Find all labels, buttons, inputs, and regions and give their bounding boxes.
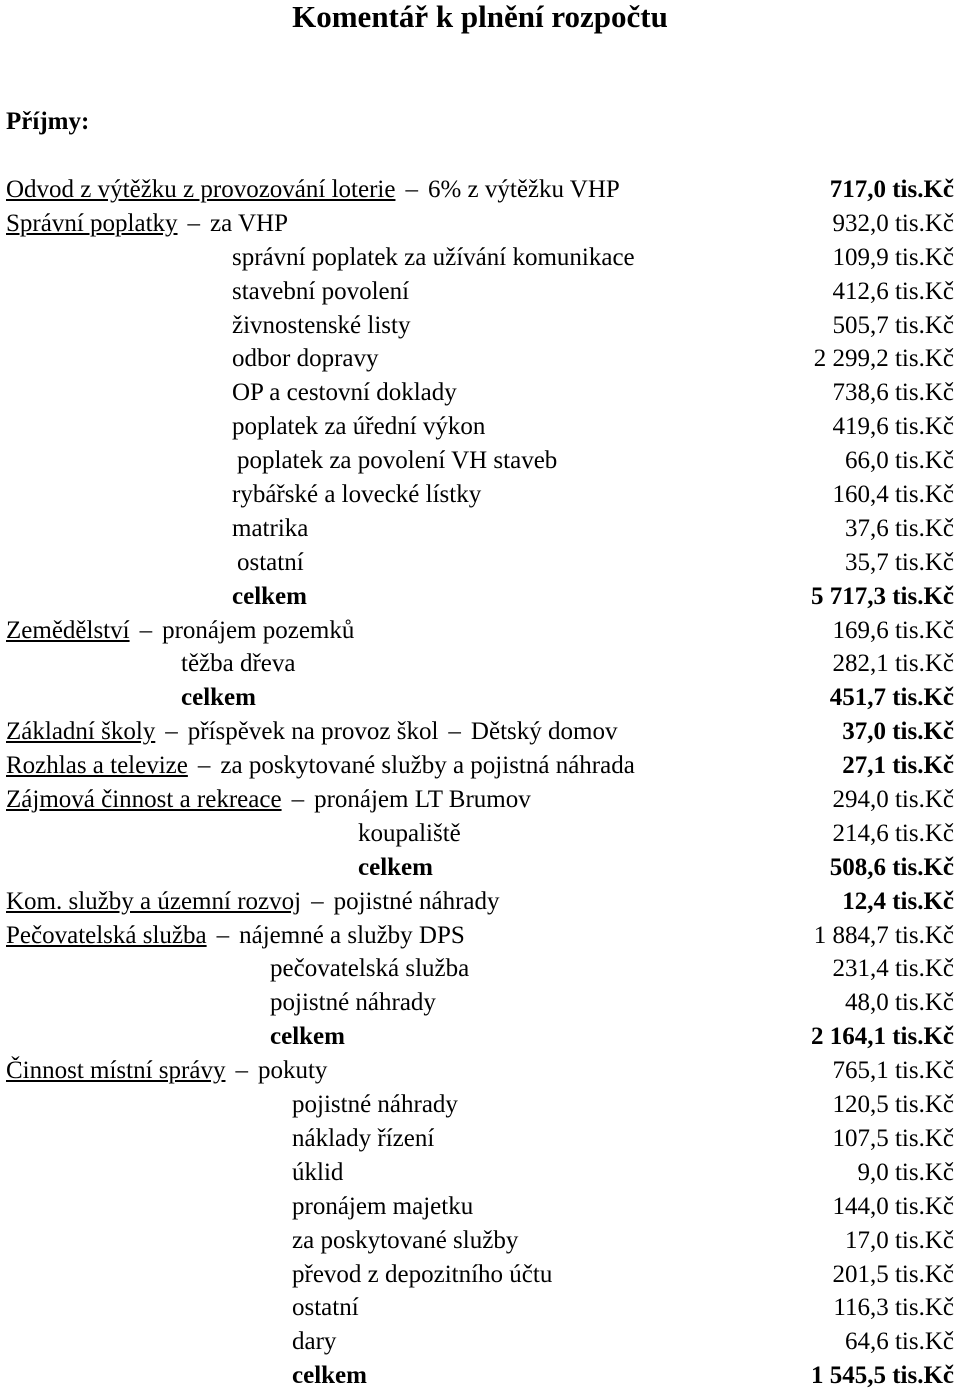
budget-row <box>0 580 960 614</box>
amount-value: 48,0 tis.Kč <box>844 989 954 1017</box>
item-name: těžba dřeva <box>181 650 296 678</box>
budget-row <box>0 241 960 275</box>
budget-row <box>0 783 960 817</box>
amount-value: 201,5 tis.Kč <box>832 1260 954 1288</box>
item-name: ostatní <box>292 1294 359 1322</box>
budget-row <box>0 1359 960 1393</box>
item-name: celkem <box>181 684 256 712</box>
row-label <box>6 614 354 648</box>
budget-row <box>0 1156 960 1190</box>
row-label <box>358 851 433 885</box>
amount-value: 231,4 tis.Kč <box>832 955 954 983</box>
budget-row <box>0 1122 960 1156</box>
row-label <box>292 1088 458 1122</box>
item-name: OP a cestovní doklady <box>232 379 457 407</box>
amount-value: 2 299,2 tis.Kč <box>813 345 954 373</box>
row-label <box>292 1258 552 1292</box>
amount-value: 765,1 tis.Kč <box>832 1057 954 1085</box>
budget-list <box>0 173 960 1393</box>
budget-row <box>0 1258 960 1292</box>
item-name: celkem <box>292 1362 367 1390</box>
row-label <box>292 1190 473 1224</box>
separator-dash: – <box>139 616 153 644</box>
separator-dash: – <box>187 209 201 237</box>
budget-row <box>0 1088 960 1122</box>
row-label <box>181 681 256 715</box>
budget-row <box>0 1190 960 1224</box>
row-label <box>232 376 457 410</box>
separator-dash: – <box>165 718 178 746</box>
budget-row <box>0 817 960 851</box>
amount-value: 294,0 tis.Kč <box>832 786 954 814</box>
item-name: za poskytované služby <box>292 1226 519 1254</box>
separator-dash: – <box>405 176 418 203</box>
budget-row <box>0 952 960 986</box>
separator-dash: – <box>235 1057 248 1085</box>
amount-value: 2 164,1 tis.Kč <box>810 1023 954 1051</box>
item-name: pojistné náhrady <box>333 887 500 915</box>
category-name: Odvod z výtěžku z provozování loterie <box>6 176 396 203</box>
row-label <box>6 783 531 817</box>
row-label <box>232 580 307 614</box>
row-label <box>181 647 296 681</box>
row-label <box>292 1325 336 1359</box>
amount-value: 64,6 tis.Kč <box>844 1328 954 1356</box>
amount-value: 282,1 tis.Kč <box>832 650 954 678</box>
row-label <box>270 986 436 1020</box>
row-label <box>292 1291 359 1325</box>
item-name: pojistné náhrady <box>292 1091 458 1119</box>
row-label <box>232 410 485 444</box>
amount-value: 120,5 tis.Kč <box>832 1091 954 1119</box>
budget-row <box>0 342 960 376</box>
row-label <box>6 715 617 749</box>
item-name: pokuty <box>257 1057 328 1085</box>
item-name: celkem <box>232 582 307 610</box>
item-name: převod z depozitního účtu <box>292 1260 553 1288</box>
amount-value: 169,6 tis.Kč <box>832 616 954 644</box>
item-name: za VHP <box>210 209 289 237</box>
item-name: úklid <box>292 1158 344 1186</box>
budget-row <box>0 1054 960 1088</box>
item-name: celkem <box>270 1023 345 1051</box>
separator-dash: – <box>216 921 230 949</box>
row-label <box>232 512 308 546</box>
item-name: poplatek za povolení VH staveb <box>237 447 558 475</box>
amount-value: 160,4 tis.Kč <box>832 481 954 509</box>
item-name: živnostenské listy <box>232 311 411 339</box>
budget-row <box>0 614 960 648</box>
row-label <box>6 173 620 207</box>
item-name: stavební povolení <box>232 277 410 305</box>
budget-row <box>0 410 960 444</box>
item-name: pronájem LT Brumov <box>314 786 531 814</box>
row-label <box>232 309 410 343</box>
separator-dash: – <box>311 887 324 915</box>
item-name: náklady řízení <box>292 1124 435 1152</box>
category-name: Pečovatelská služba <box>6 921 207 949</box>
item-name: dary <box>292 1328 337 1356</box>
category-name: Zemědělství <box>6 616 130 644</box>
category-name: Rozhlas a televize <box>6 752 188 780</box>
item-name: Dětský domov <box>470 718 618 746</box>
amount-value: 5 717,3 tis.Kč <box>810 582 954 610</box>
category-name: Základní školy <box>6 718 156 746</box>
budget-row <box>0 478 960 512</box>
amount-value: 932,0 tis.Kč <box>832 209 954 237</box>
amount-value: 37,0 tis.Kč <box>842 718 954 746</box>
amount-value: 738,6 tis.Kč <box>832 379 954 407</box>
amount-value: 505,7 tis.Kč <box>832 311 954 339</box>
budget-row <box>0 1020 960 1054</box>
amount-value: 17,0 tis.Kč <box>844 1226 954 1254</box>
amount-value: 412,6 tis.Kč <box>832 277 954 305</box>
budget-row <box>0 173 960 207</box>
budget-row <box>0 376 960 410</box>
row-label <box>6 1054 327 1088</box>
category-name: Kom. služby a územní rozvoj <box>6 887 302 915</box>
amount-value: 214,6 tis.Kč <box>832 819 954 847</box>
row-label <box>292 1224 518 1258</box>
amount-value: 451,7 tis.Kč <box>829 684 954 712</box>
amount-value: 107,5 tis.Kč <box>832 1124 954 1152</box>
separator-dash: – <box>291 786 305 814</box>
amount-value: 37,6 tis.Kč <box>844 514 954 542</box>
item-name: za poskytované služby a pojistná náhrada <box>220 752 635 780</box>
section-heading-prijmy: Příjmy: <box>6 108 90 135</box>
budget-row <box>0 986 960 1020</box>
row-label <box>232 241 635 275</box>
amount-value: 27,1 tis.Kč <box>842 752 954 780</box>
item-name: rybářské a lovecké lístky <box>232 481 482 509</box>
budget-row <box>0 275 960 309</box>
item-name: nájemné a služby DPS <box>239 921 465 949</box>
item-name: pronájem majetku <box>292 1192 474 1220</box>
row-label <box>237 546 304 580</box>
budget-row <box>0 851 960 885</box>
budget-row <box>0 1291 960 1325</box>
separator-dash: – <box>448 718 461 746</box>
row-label <box>292 1156 343 1190</box>
amount-value: 116,3 tis.Kč <box>833 1294 954 1322</box>
budget-row <box>0 444 960 478</box>
item-name: pronájem pozemků <box>162 616 355 644</box>
amount-value: 717,0 tis.Kč <box>829 176 954 203</box>
amount-value: 12,4 tis.Kč <box>842 887 954 915</box>
row-label <box>6 919 465 953</box>
item-name: koupaliště <box>358 819 461 847</box>
budget-row <box>0 1224 960 1258</box>
amount-value: 1 545,5 tis.Kč <box>810 1362 954 1390</box>
budget-row <box>0 512 960 546</box>
item-name: správní poplatek za užívání komunikace <box>232 243 635 271</box>
row-label <box>232 275 409 309</box>
item-name: pečovatelská služba <box>270 955 470 983</box>
amount-value: 1 884,7 tis.Kč <box>813 921 954 949</box>
item-name: pojistné náhrady <box>270 989 436 1017</box>
row-label <box>237 444 557 478</box>
budget-row <box>0 681 960 715</box>
row-label <box>292 1122 434 1156</box>
amount-value: 419,6 tis.Kč <box>832 413 954 441</box>
row-label <box>6 749 635 783</box>
item-name: příspěvek na provoz škol <box>187 718 439 746</box>
item-name: ostatní <box>237 548 304 576</box>
item-name: matrika <box>232 514 309 542</box>
row-label <box>270 1020 345 1054</box>
row-label <box>270 952 469 986</box>
category-name: Činnost místní správy <box>6 1057 226 1085</box>
budget-row <box>0 207 960 241</box>
budget-row <box>0 715 960 749</box>
budget-row <box>0 546 960 580</box>
row-label <box>358 817 461 851</box>
item-name: 6% z výtěžku VHP <box>427 176 620 203</box>
page-title: Komentář k plnění rozpočtu <box>292 0 668 34</box>
budget-row <box>0 919 960 953</box>
amount-value: 35,7 tis.Kč <box>844 548 954 576</box>
row-label <box>6 885 500 919</box>
category-name: Správní poplatky <box>6 209 178 237</box>
budget-row <box>0 749 960 783</box>
amount-value: 508,6 tis.Kč <box>829 853 954 881</box>
budget-row <box>0 309 960 343</box>
item-name: odbor dopravy <box>232 345 379 373</box>
amount-value: 9,0 tis.Kč <box>857 1158 954 1186</box>
row-label <box>6 207 288 241</box>
row-label <box>292 1359 367 1393</box>
budget-row <box>0 1325 960 1359</box>
separator-dash: – <box>197 752 211 780</box>
amount-value: 109,9 tis.Kč <box>832 243 954 271</box>
category-name: Zájmová činnost a rekreace <box>6 786 282 814</box>
row-label <box>232 478 481 512</box>
budget-row <box>0 647 960 681</box>
row-label <box>232 342 379 376</box>
amount-value: 144,0 tis.Kč <box>832 1192 954 1220</box>
amount-value: 66,0 tis.Kč <box>844 447 954 475</box>
budget-row <box>0 885 960 919</box>
item-name: celkem <box>358 853 433 881</box>
item-name: poplatek za úřední výkon <box>232 413 486 441</box>
